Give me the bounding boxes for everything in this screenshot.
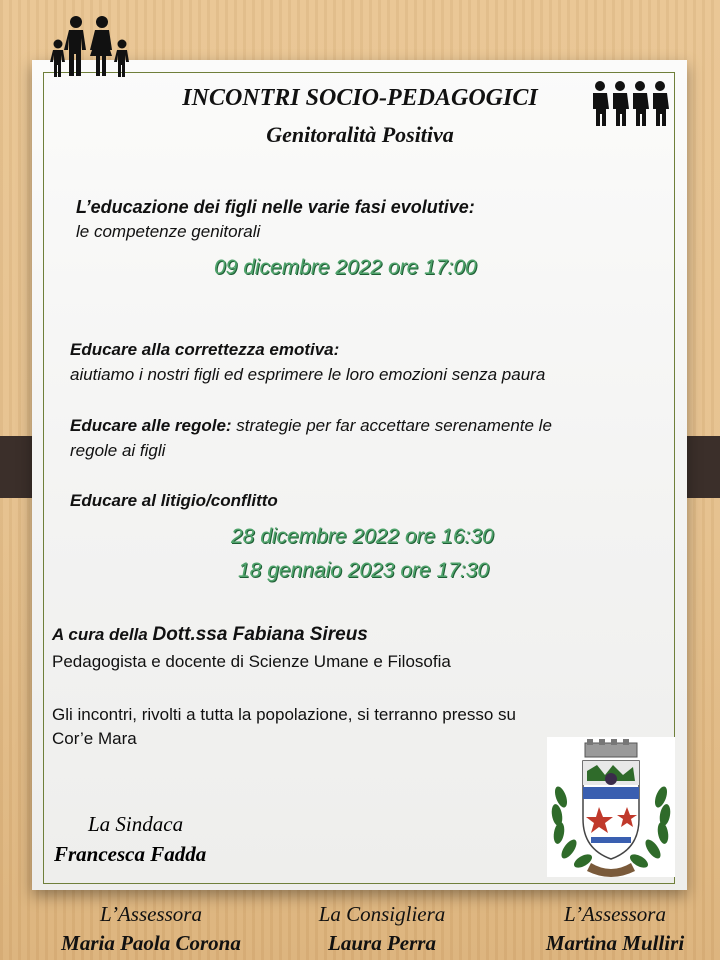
session2-date2: 18 gennaio 2023 ore 17:30 bbox=[238, 559, 490, 582]
page-subtitle: Genitoralità Positiva bbox=[266, 122, 454, 147]
curator-name: Dott.ssa Fabiana Sireus bbox=[152, 624, 368, 645]
signatory-role: L’Assessora bbox=[564, 902, 666, 926]
crest-box bbox=[547, 737, 675, 877]
mayor-name: Francesca Fadda bbox=[54, 842, 207, 866]
session1-heading: L’educazione dei figli nelle varie fasi evolutive: bbox=[76, 197, 475, 217]
signatory-name: Martina Mulliri bbox=[545, 931, 685, 955]
topic3-heading: Educare al litigio/conflitto bbox=[70, 491, 278, 510]
curator-line bbox=[52, 624, 368, 646]
signatory-3 bbox=[510, 902, 720, 956]
signatory-1 bbox=[28, 902, 278, 956]
mayor-role: La Sindaca bbox=[88, 812, 184, 836]
signatory-name: Laura Perra bbox=[328, 931, 436, 955]
session2-date1: 28 dicembre 2022 ore 16:30 bbox=[231, 525, 494, 548]
municipal-crest-icon bbox=[547, 737, 675, 877]
topic2-heading: Educare alle regole: bbox=[70, 416, 232, 435]
topic2-text-cont: regole ai figli bbox=[70, 441, 166, 460]
info-line1: Gli incontri, rivolti a tutta la popolazione, si terranno presso su bbox=[52, 705, 516, 724]
session1-subheading: le competenze genitorali bbox=[76, 222, 261, 241]
signatory-2 bbox=[292, 902, 472, 956]
signatory-role: L’Assessora bbox=[100, 902, 202, 926]
session1-date: 09 dicembre 2022 ore 17:00 bbox=[214, 256, 477, 279]
topic1-text: aiutiamo i nostri figli ed esprimere le loro emozioni senza paura bbox=[70, 365, 546, 384]
signatory-role: La Consigliera bbox=[318, 902, 446, 926]
curator-role: Pedagogista e docente di Scienze Umane e Filosofia bbox=[52, 652, 451, 671]
topic2-line bbox=[70, 415, 552, 437]
topic2-text: strategie per far accettare serenamente le bbox=[231, 416, 552, 435]
family-icon bbox=[44, 14, 136, 78]
curator-prefix: A cura della bbox=[52, 625, 153, 644]
topic1-heading: Educare alla correttezza emotiva: bbox=[70, 340, 340, 359]
page-title: INCONTRI SOCIO-PEDAGOGICI bbox=[182, 85, 538, 111]
signatory-name: Maria Paola Corona bbox=[61, 931, 241, 955]
info-line2: Cor’e Mara bbox=[52, 729, 137, 748]
